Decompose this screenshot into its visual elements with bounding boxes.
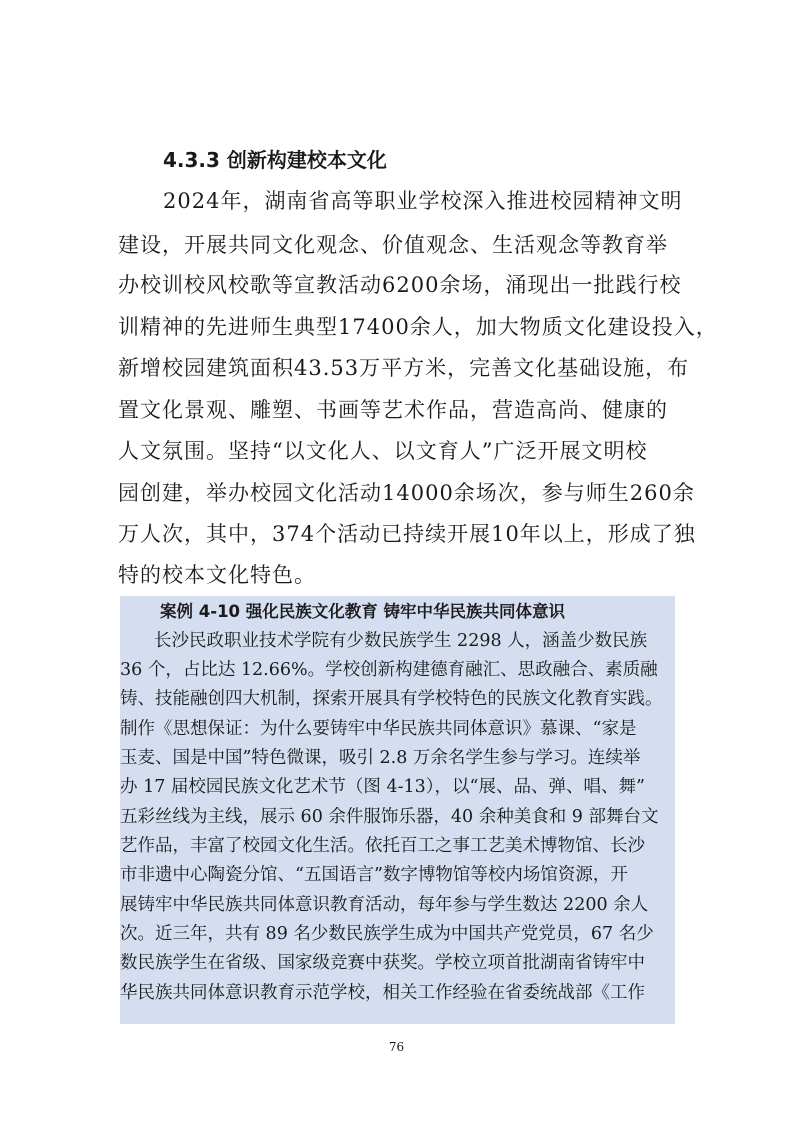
- body-line: 建设，开展共同文化观念、价值观念、生活观念等教育举: [118, 233, 668, 257]
- case-line: 玉麦、国是中国”特色微课，吸引 2.8 万余名学生参与学习。连续举: [120, 748, 641, 768]
- case-line: 数民族学生在省级、国家级竞赛中获奖。学校立项首批湖南省铸牢中: [120, 953, 645, 973]
- case-title: 案例 4-10 强化民族文化教育 铸牢中华民族共同体意识: [160, 602, 566, 621]
- case-line: 长沙民政职业技术学院有少数民族学生 2298 人，涵盖少数民族: [154, 631, 648, 651]
- case-line: 次。近三年，共有 89 名少数民族学生成为中国共产党党员，67 名少: [120, 924, 654, 944]
- case-line: 华民族共同体意识教育示范学校，相关工作经验在省委统战部《工作: [120, 983, 645, 1003]
- body-line: 园创建，举办校园文化活动14000余场次，参与师生260余: [118, 481, 695, 505]
- body-line: 2024年，湖南省高等职业学校深入推进校园精神文明: [163, 189, 683, 213]
- case-line: 办 17 届校园民族文化艺术节（图 4-13），以“展、品、弹、唱、舞”: [120, 777, 645, 797]
- body-line: 新增校园建筑面积43.53万平方米，完善文化基础设施，布: [118, 356, 690, 380]
- body-line: 训精神的先进师生典型17400余人，加大物质文化建设投入，: [118, 315, 718, 339]
- body-line: 办校训校风校歌等宣教活动6200余场，涌现出一批践行校: [118, 273, 682, 297]
- body-line: 万人次，其中，374个活动已持续开展10年以上，形成了独: [118, 522, 696, 546]
- body-line: 置文化景观、雕塑、书画等艺术作品，营造高尚、健康的: [118, 398, 668, 422]
- case-line: 艺作品，丰富了校园文化生活。依托百工之事工艺美术博物馆、长沙: [120, 836, 645, 856]
- body-line: 特的校本文化特色。: [118, 563, 316, 587]
- case-line: 铸、技能融创四大机制，探索开展具有学校特色的民族文化教育实践。: [120, 689, 663, 709]
- page-number: 76: [388, 1040, 405, 1054]
- case-line: 展铸牢中华民族共同体意识教育活动，每年参与学生数达 2200 余人: [120, 895, 649, 915]
- case-line: 36 个，占比达 12.66%。学校创新构建德育融汇、思政融合、素质融: [120, 660, 658, 680]
- body-line: 人文氛围。坚持“以文化人、以文育人”广泛开展文明校: [118, 439, 648, 463]
- section-heading: 4.3.3 创新构建校本文化: [163, 148, 387, 172]
- case-study-box: [120, 596, 675, 1024]
- case-line: 市非遗中心陶瓷分馆、“五国语言”数字博物馆等校内场馆资源，开: [120, 865, 628, 885]
- case-line: 五彩丝线为主线，展示 60 余件服饰乐器，40 余种美食和 9 部舞台文: [120, 807, 659, 827]
- case-line: 制作《思想保证：为什么要铸牢中华民族共同体意识》慕课、“家是: [120, 719, 637, 739]
